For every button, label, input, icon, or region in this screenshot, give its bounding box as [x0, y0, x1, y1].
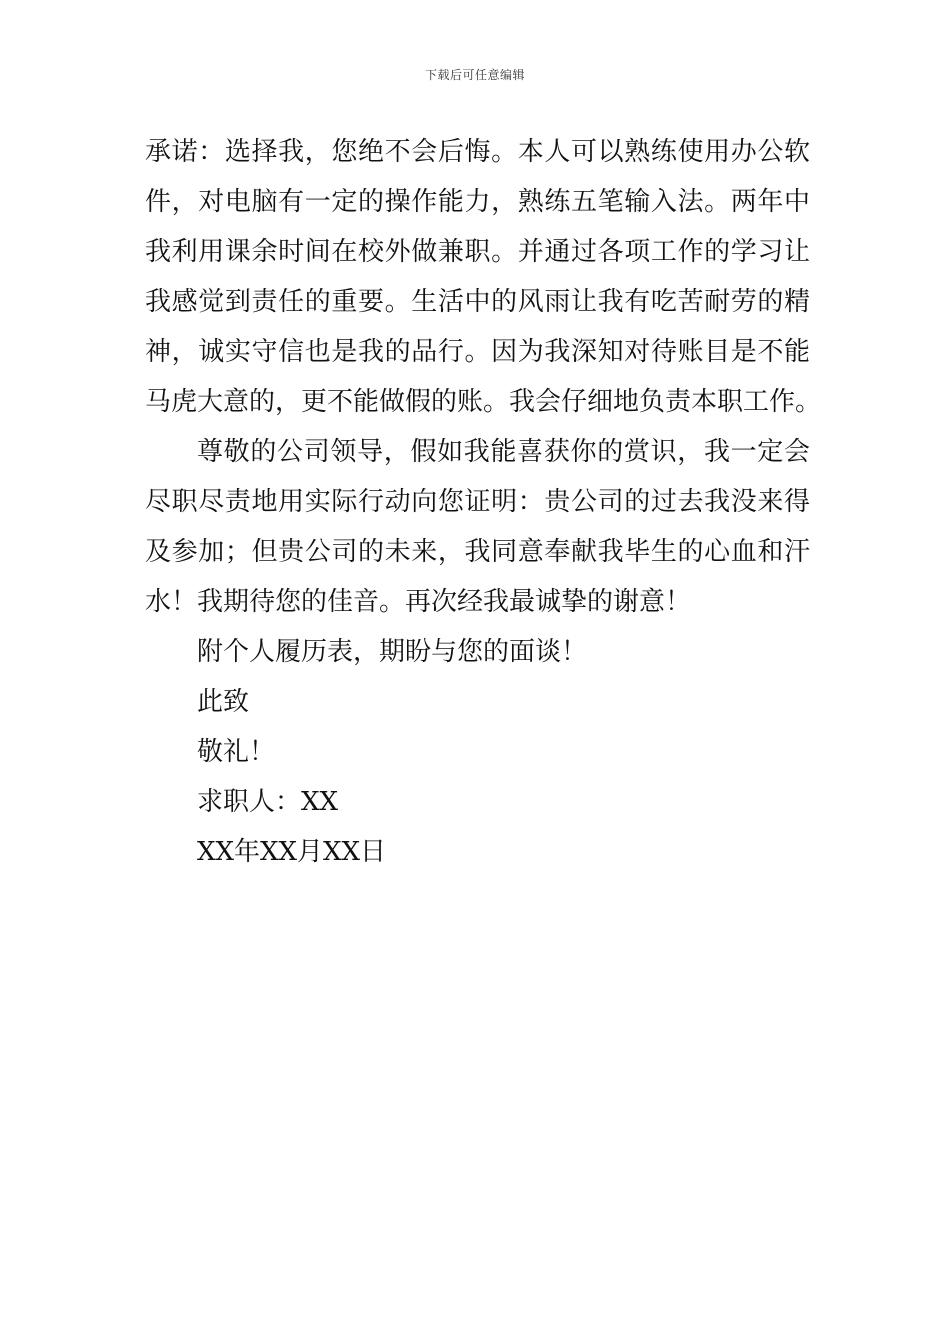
attachment-note: 附个人履历表，期盼与您的面谈！: [197, 637, 588, 667]
text-line: 水！我期待您的佳音。再次经我最诚挚的谢意！: [145, 587, 692, 617]
text-line: 我利用课余时间在校外做兼职。并通过各项工作的学习让: [145, 237, 810, 267]
text-line: 尊敬的公司领导，假如我能喜获你的赏识，我一定会: [197, 437, 810, 467]
text-line: 件，对电脑有一定的操作能力，熟练五笔输入法。两年中: [145, 187, 810, 217]
letter-body: [145, 127, 822, 877]
paragraph-commitment: [145, 127, 822, 427]
letter-date: XX年XX月XX日: [197, 837, 387, 867]
header-note: 下载后可任意编辑: [424, 68, 525, 82]
closing-regards: 敬礼！: [197, 737, 276, 767]
text-line: 尽职尽责地用实际行动向您证明：贵公司的过去我没来得: [145, 487, 810, 517]
text-line: 我感觉到责任的重要。生活中的风雨让我有吃苦耐劳的精: [145, 287, 810, 317]
closing-salutation: 此致: [197, 687, 250, 717]
text-line: 神，诚实守信也是我的品行。因为我深知对待账目是不能: [145, 337, 810, 367]
text-line: 承诺：选择我，您绝不会后悔。本人可以熟练使用办公软: [145, 137, 810, 167]
paragraph-appeal: [145, 427, 810, 627]
applicant-signature: 求职人：XX: [197, 787, 339, 817]
text-line: 马虎大意的，更不能做假的账。我会仔细地负责本职工作。: [145, 387, 822, 417]
text-line: 及参加；但贵公司的未来，我同意奉献我毕生的心血和汗: [145, 537, 810, 567]
